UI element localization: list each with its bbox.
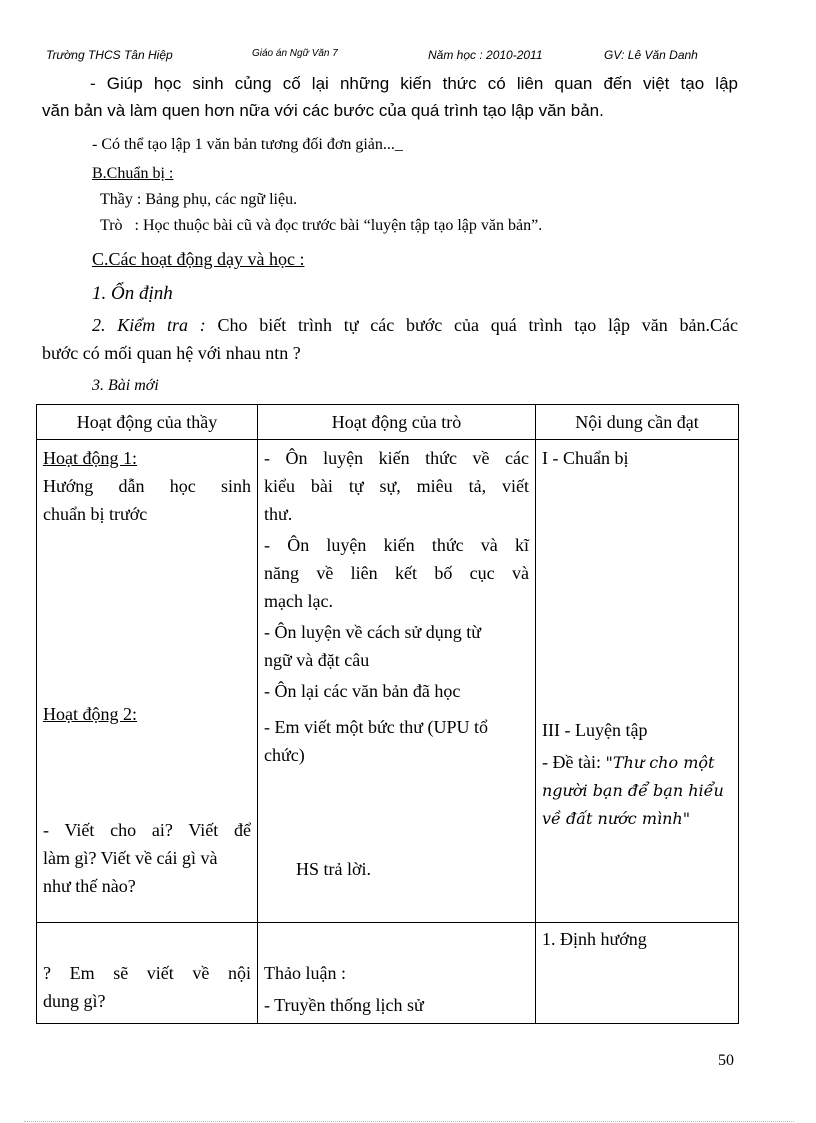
row3-student-cell	[258, 923, 536, 1024]
header-year: Năm học : 2010-2011	[428, 48, 543, 62]
step-1: 1. Ổn định	[92, 283, 173, 304]
student-item-1-line-2: kiểu bài tự sự, miêu tả, viết	[264, 476, 529, 496]
content-preparation: I - Chuẩn bị	[542, 448, 629, 468]
student-item-3-line-2: ngữ và đặt câu	[264, 650, 370, 670]
step-2-text: Cho biết trình tự các bước của quá trình tạo lập văn bản.Các	[217, 315, 739, 335]
content-practice-title: III - Luyện tập	[542, 720, 648, 740]
activity-1-line-2: chuẩn bị trước	[43, 504, 148, 524]
preparation-teacher	[100, 186, 796, 214]
student-item-3-line-1: - Ôn luyện về cách sử dụng từ	[264, 622, 481, 642]
activity-1-line-1: Hướng dẫn học sinh	[43, 476, 251, 496]
row1-teacher-cell	[37, 440, 258, 923]
student-item-1-line-1: - Ôn luyện kiến thức về các	[264, 448, 529, 468]
page-bottom-border	[24, 1121, 794, 1122]
row3-orientation: 1. Định hướng	[542, 929, 647, 949]
content-topic-label: - Đề tài:	[542, 752, 601, 772]
activity-1-title: Hoạt động 1:	[43, 448, 137, 468]
header-teacher-activity: Hoạt động của thầy	[37, 405, 258, 440]
preparation-title: B.Chuẩn bị :	[92, 165, 174, 182]
activity-2-title: Hoạt động 2:	[43, 704, 137, 724]
step-2-continued: bước có mối quan hệ với nhau ntn ?	[42, 343, 301, 363]
row3-question-1: ? Em sẽ viết về nội	[43, 963, 251, 983]
goal-line-3: - Có thể tạo lập 1 văn bản tương đối đơn giản..._	[92, 136, 403, 153]
header-subject: Giáo án Ngữ Văn 7	[252, 48, 338, 59]
preparation-student	[100, 212, 796, 240]
header-student-activity: Hoạt động của trò	[258, 405, 536, 440]
row3-discussion: Thảo luận :	[264, 963, 346, 983]
header-content: Nội dung cần đạt	[536, 405, 739, 440]
row3-content-cell	[536, 923, 739, 1024]
activity-2-question-3: như thế nào?	[43, 876, 136, 896]
student-item-2-line-2: năng về liên kết bố cục và	[264, 563, 529, 583]
activities-title: C.Các hoạt động dạy và học :	[92, 249, 305, 269]
table-row	[37, 923, 739, 1024]
student-letter-line-2: chức)	[264, 745, 305, 765]
activity-2-question-2: làm gì? Viết về cái gì và	[43, 848, 218, 868]
row3-question-2: dung gì?	[43, 991, 106, 1011]
table-header-row	[37, 405, 739, 440]
student-letter-line-1: - Em viết một bức thư (UPU tổ	[264, 717, 488, 737]
row1-student-cell	[258, 440, 536, 923]
goal-line-1: - Giúp học sinh củng cố lại những kiến thức có liên quan đến việt tạo lập	[90, 74, 738, 93]
row3-history: - Truyền thống lịch sử	[264, 995, 424, 1015]
student-label: Trò :	[100, 217, 139, 234]
student-answer: HS trả lời.	[296, 859, 372, 879]
teacher-text: Bảng phụ, các ngữ liệu.	[145, 191, 298, 208]
step-2-label: 2. Kiểm tra :	[92, 315, 206, 335]
content-topic-title-1: "Thư cho một	[605, 753, 715, 772]
student-item-2-line-1: - Ôn luyện kiến thức và kĩ	[264, 535, 529, 555]
activity-2-question-1: - Viết cho ai? Viết để	[43, 820, 251, 840]
goal-line-2: văn bản và làm quen hơn nữa với các bước của quá trình tạo lập văn bản.	[42, 101, 604, 120]
content-topic-title-2: người bạn để bạn hiểu	[542, 781, 724, 800]
step-3: 3. Bài mới	[92, 377, 159, 394]
row1-content-cell	[536, 440, 739, 923]
table-row	[37, 440, 739, 923]
row3-teacher-cell	[37, 923, 258, 1024]
page-number: 50	[718, 1052, 734, 1069]
header-teacher: GV: Lê Văn Danh	[604, 48, 698, 62]
content-topic	[542, 748, 732, 777]
student-text: Học thuộc bài cũ và đọc trước bài “luyện tập tạo lập văn bản”.	[142, 217, 543, 234]
teacher-label: Thầy :	[100, 191, 142, 208]
student-item-2-line-3: mạch lạc.	[264, 591, 333, 611]
header-school: Trường THCS Tân Hiệp	[46, 48, 173, 62]
student-item-1-line-3: thư.	[264, 504, 293, 524]
content-topic-title-3: về đất nước mình"	[542, 809, 691, 828]
lesson-table	[36, 404, 739, 1024]
student-item-4: - Ôn lại các văn bản đã học	[264, 681, 461, 701]
step-2	[92, 311, 738, 339]
